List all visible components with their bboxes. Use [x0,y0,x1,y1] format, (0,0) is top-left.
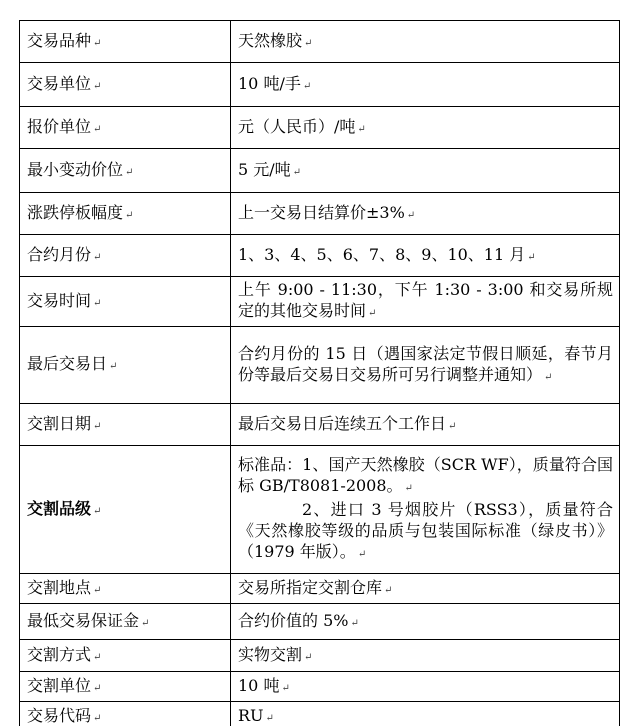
paragraph-mark: ↵ [292,166,302,178]
paragraph-mark: ↵ [93,37,102,49]
row-value-cell [231,672,620,702]
paragraph-mark: ↵ [93,505,102,517]
row-value: 5 元/吨 [238,159,291,179]
row-value-cell [231,604,620,640]
row-label-cell [20,193,231,235]
row-value: 10 吨 [238,675,280,695]
paragraph-mark: ↵ [93,80,102,92]
paragraph-mark: ↵ [357,123,366,135]
paragraph-mark: ↵ [93,712,102,724]
row-value: 最后交易日后连续五个工作日 [238,413,447,433]
table-row [20,193,620,235]
paragraph-mark: ↵ [265,712,274,724]
row-label-cell [20,672,231,702]
value-paragraph [238,499,613,565]
row-label-cell [20,63,231,107]
paragraph-mark: ↵ [141,617,150,629]
row-label: 最低交易保证金 [27,610,140,630]
table-row [20,640,620,672]
paragraph-mark: ↵ [93,297,102,309]
row-label: 最后交易日 [27,354,108,373]
paragraph-mark: ↵ [93,251,102,263]
paragraph-mark: ↵ [357,549,367,560]
row-value: 2、进口 3 号烟胶片（RSS3），质量符合《天然橡胶等级的品质与包装国际标准（绿皮书）》（1979 年版）。 [238,500,613,561]
table-row [20,672,620,702]
row-label-cell [20,702,231,726]
paragraph-mark: ↵ [406,209,416,221]
row-label-cell [20,235,231,277]
row-label: 交割品级 [27,498,92,518]
row-value: 10 吨/手 [238,73,301,93]
table-row [20,235,620,277]
row-label: 交割方式 [27,644,92,664]
row-value: 上一交易日结算价±3% [238,202,405,222]
paragraph-mark: ↵ [544,371,553,383]
paragraph-mark: ↵ [125,209,134,221]
row-value-cell [231,21,620,63]
row-value: 天然橡胶 [238,30,303,50]
row-value-cell [231,327,620,404]
row-label-cell [20,149,231,193]
row-value-cell [231,235,620,277]
row-label-cell [20,277,231,327]
row-value-cell [231,107,620,149]
row-value: 1、3、4、5、6、7、8、9、10、11 月 [238,244,526,264]
row-label-cell [20,446,231,574]
row-value: 合约价值的 5% [238,610,349,630]
table-row [20,21,620,63]
row-value: 合约月份的 15 日（遇国家法定节假日顺延，春节月份等最后交易日交易所可另行调整并通知） [238,343,613,384]
paragraph-mark: ↵ [384,584,393,596]
row-value-cell [231,193,620,235]
table-row [20,327,620,404]
row-label: 交易代码 [27,705,92,725]
row-label-cell [20,574,231,604]
table-row [20,277,620,327]
row-value-cell [231,404,620,446]
paragraph-mark: ↵ [448,420,457,432]
row-label: 交易品种 [27,30,92,50]
paragraph-mark: ↵ [304,651,313,663]
row-value-cell [231,574,620,604]
paragraph-mark: ↵ [93,651,102,663]
row-label-cell [20,640,231,672]
row-label-cell [20,327,231,404]
row-value: 交易所指定交割仓库 [238,577,383,597]
row-value-cell [231,446,620,574]
table-row [20,574,620,604]
row-label-cell [20,107,231,149]
row-label: 涨跌停板幅度 [27,202,124,222]
row-label-cell [20,21,231,63]
paragraph-mark: ↵ [93,584,102,596]
paragraph-mark: ↵ [404,483,413,494]
paragraph-mark: ↵ [93,123,102,135]
table-row [20,107,620,149]
paragraph-mark: ↵ [109,361,118,372]
paragraph-mark: ↵ [302,80,312,92]
table-row [20,604,620,640]
row-label: 报价单位 [27,116,92,136]
row-value: 实物交割 [238,644,303,664]
paragraph-mark: ↵ [527,251,536,263]
paragraph-mark: ↵ [93,682,102,694]
row-label: 交易时间 [27,290,92,310]
paragraph-mark: ↵ [93,420,102,432]
row-value-cell [231,702,620,726]
value-paragraph [238,454,613,499]
paragraph-mark: ↵ [281,682,290,694]
row-value: 元（人民币）/吨 [238,116,356,136]
row-label: 交割日期 [27,413,92,433]
row-value: 上午 9:00 - 11:30，下午 1:30 - 3:00 和交易所规定的其他交易时间 [238,280,613,320]
paragraph-mark: ↵ [350,617,359,629]
paragraph-mark: ↵ [368,308,377,319]
row-label: 交割单位 [27,675,92,695]
row-label: 最小变动价位 [27,159,124,179]
table-row [20,149,620,193]
row-label: 交割地点 [27,577,92,597]
row-label: 交易单位 [27,73,92,93]
row-label: 合约月份 [27,244,92,264]
row-value-cell [231,63,620,107]
table-row [20,63,620,107]
table-row [20,446,620,574]
contract-spec-table [19,20,620,726]
row-label-cell [20,604,231,640]
paragraph-mark: ↵ [125,166,134,178]
row-value: RU [238,705,264,725]
table-row [20,702,620,726]
row-value-cell [231,640,620,672]
table-row [20,404,620,446]
row-value-cell [231,277,620,327]
row-value: 标准品：1、国产天然橡胶（SCR WF），质量符合国标 GB/T8081-2008。 [238,455,613,495]
row-label-cell [20,404,231,446]
paragraph-mark: ↵ [304,37,313,49]
row-value-cell [231,149,620,193]
